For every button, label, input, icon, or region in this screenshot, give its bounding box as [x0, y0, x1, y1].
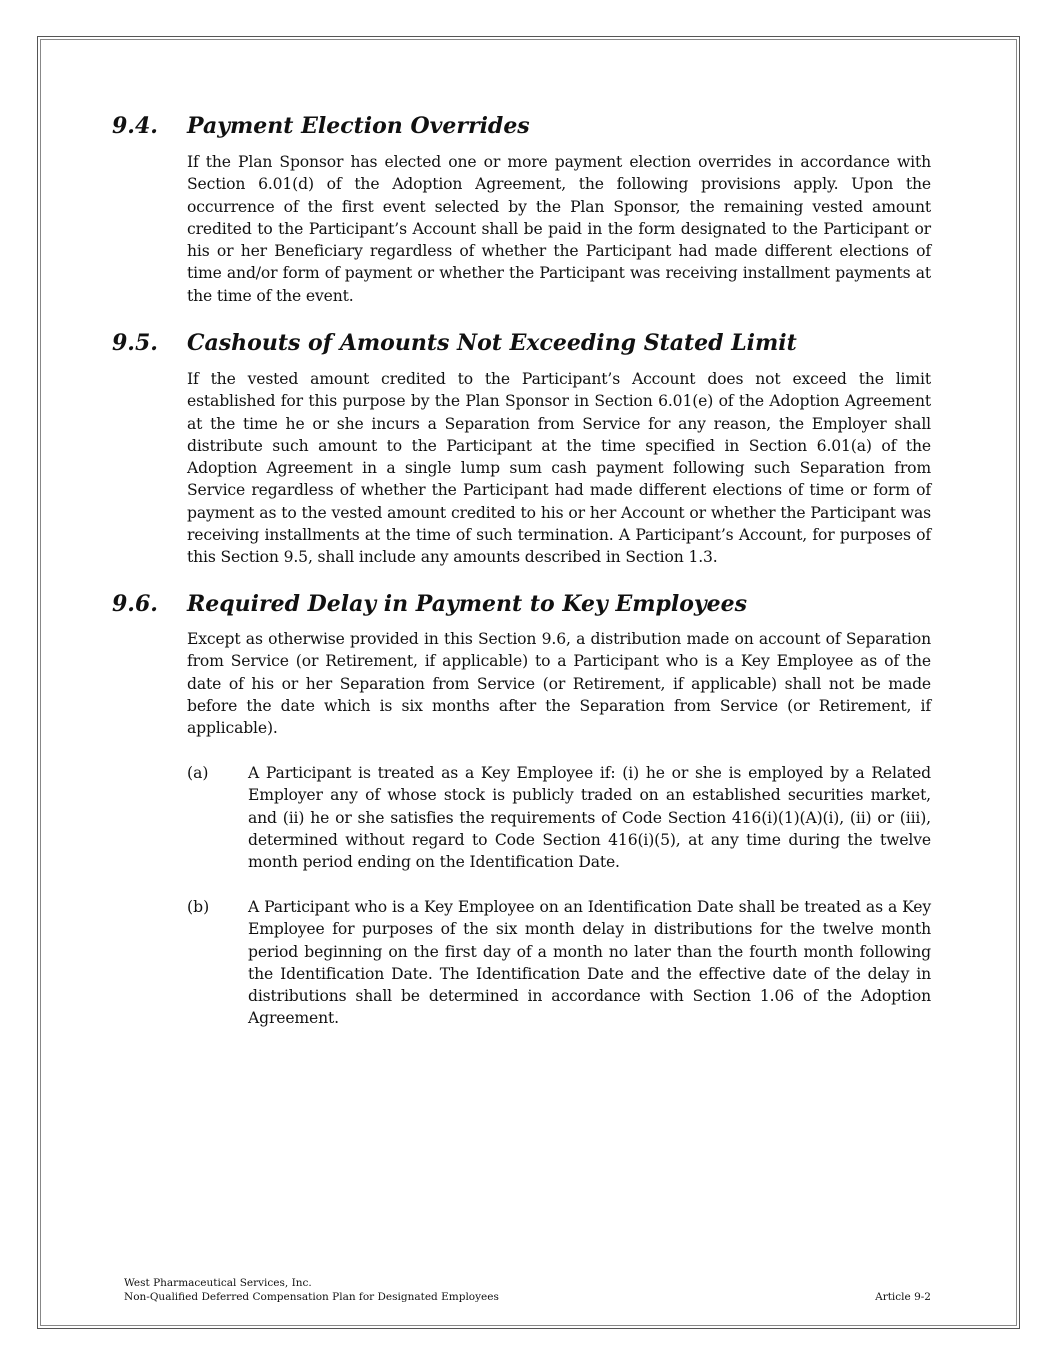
section-title: Payment Election Overrides	[187, 113, 530, 139]
footer-plan-name: Non-Qualified Deferred Compensation Plan for Designated Employees	[124, 1291, 499, 1303]
footer-page-label: Article 9-2	[875, 1291, 931, 1303]
section-heading-9-6	[112, 591, 747, 617]
list-item-text: A Participant is treated as a Key Employee if: (i) he or she is employed by a Related Employer any of whose stock is publicly traded on an established securities market, and (ii) he or she satisfies the requirements of Code Section 416(i)(1)(A)(i), (ii) or (iii), determined without regard to Code Section 416(i)(5), at any time during the twelve month period ending on the Identification Date.	[248, 764, 931, 872]
section-body-9-6: Except as otherwise provided in this Section 9.6, a distribution made on account of Separation from Service (or Retirement, if applicable) to a Participant who is a Key Employee as of the date of his or her Separation from Service (or Retirement, if applicable) shall not be made before the date which is six months after the Separation from Service (or Retirement, if applicable).	[187, 630, 931, 738]
section-number: 9.5.	[112, 330, 158, 356]
section-number: 9.6.	[112, 591, 158, 617]
section-title: Cashouts of Amounts Not Exceeding Stated Limit	[187, 330, 797, 356]
footer-left	[124, 1276, 499, 1304]
list-item-text: A Participant who is a Key Employee on an Identification Date shall be treated as a Key Employee for purposes of the six month delay in distributions for the twelve month period beginning on the first day of a month no later than the fourth month following the Identification Date. The Identification Date and the effective date of the delay in distributions shall be determined in accordance with Section 1.06 of the Adoption Agreement.	[248, 898, 931, 1028]
section-body-9-5: If the vested amount credited to the Participant’s Account does not exceed the limit established for this purpose by the Plan Sponsor in Section 6.01(e) of the Adoption Agreement at the time he or she incurs a Separation from Service for any reason, the Employer shall distribute such amount to the Participant at the time specified in Section 6.01(a) of the Adoption Agreement in a single lump sum cash payment following such Separation from Service regardless of whether the Participant had made different elections of time or form of payment as to the vested amount credited to his or her Account or whether the Participant was receiving installments at the time of such termination. A Participant’s Account, for purposes of this Section 9.5, shall include any amounts described in Section 1.3.	[187, 370, 931, 567]
section-number: 9.4.	[112, 113, 158, 139]
footer-company: West Pharmaceutical Services, Inc.	[124, 1277, 312, 1289]
section-title: Required Delay in Payment to Key Employees	[187, 591, 748, 617]
section-heading-9-5	[112, 330, 797, 356]
section-heading-9-4	[112, 113, 530, 139]
section-body-9-4: If the Plan Sponsor has elected one or more payment election overrides in accordance with Section 6.01(d) of the Adoption Agreement, the following provisions apply. Upon the occurrence of the first event selected by the Plan Sponsor, the remaining vested amount credited to the Participant’s Account shall be paid in the form designated to the Participant or his or her Beneficiary regardless of whether the Participant had made different elections of time and/or form of payment or whether the Participant was receiving installment payments at the time of the event.	[187, 153, 931, 305]
list-item-label: (a)	[187, 764, 209, 782]
list-item-label: (b)	[187, 898, 210, 916]
